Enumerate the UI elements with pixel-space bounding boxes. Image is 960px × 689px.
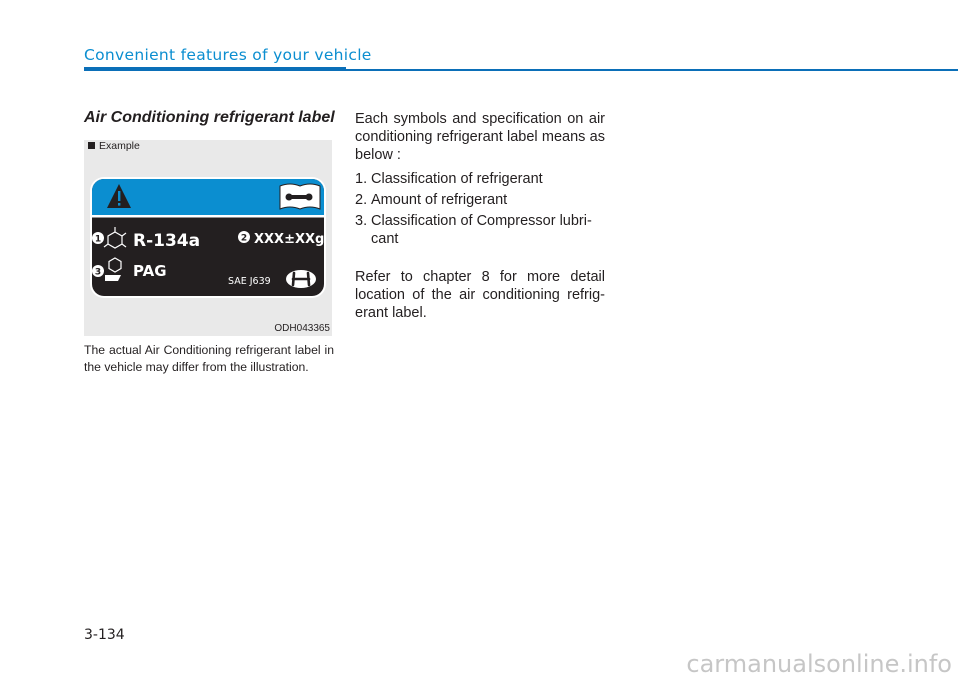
example-text: Example <box>99 140 140 152</box>
explanation-column <box>355 110 605 337</box>
header-rule-thick <box>84 67 346 71</box>
brand-logo-icon <box>286 270 316 288</box>
intro-paragraph: Each symbols and specification on air conditioning refrigerant label means as below : <box>355 111 605 163</box>
refrigerant-type-text: R-134a <box>133 231 201 251</box>
list-item: 2. Amount of refrigerant <box>355 192 508 208</box>
watermark-text: carmanualsonline.info <box>686 650 952 678</box>
list-item: 3. Classification of Compressor lubri-cant <box>355 213 592 247</box>
refrigerant-amount-text: XXX±XXg <box>254 232 325 247</box>
list-item: 1. Classification of refrigerant <box>355 171 543 187</box>
chapter-title: Convenient features of your vehicle <box>84 46 372 64</box>
refer-paragraph: Refer to chapter 8 for more detail location of the air conditioning refrig-erant label. <box>355 269 605 321</box>
figure-code: ODH043365 <box>274 323 330 334</box>
svg-text:1: 1 <box>94 234 102 245</box>
section-heading: Air Conditioning refrigerant label <box>84 109 335 126</box>
svg-text:2: 2 <box>240 233 248 244</box>
square-bullet-icon <box>88 142 95 149</box>
symbol-list <box>355 170 605 248</box>
example-tag <box>88 140 140 152</box>
label-figure <box>84 140 332 336</box>
page-number: 3-134 <box>84 627 125 643</box>
svg-text:3: 3 <box>94 267 102 278</box>
header-rule-thin <box>346 69 958 71</box>
lubricant-type-text: PAG <box>133 262 167 280</box>
figure-caption: The actual Air Conditioning refrigerant label in the vehicle may differ from the illustration. <box>84 343 334 374</box>
sae-standard-text: SAE J639 <box>228 276 271 287</box>
refrigerant-label-illustration <box>88 174 328 300</box>
service-manual-icon <box>280 184 320 209</box>
